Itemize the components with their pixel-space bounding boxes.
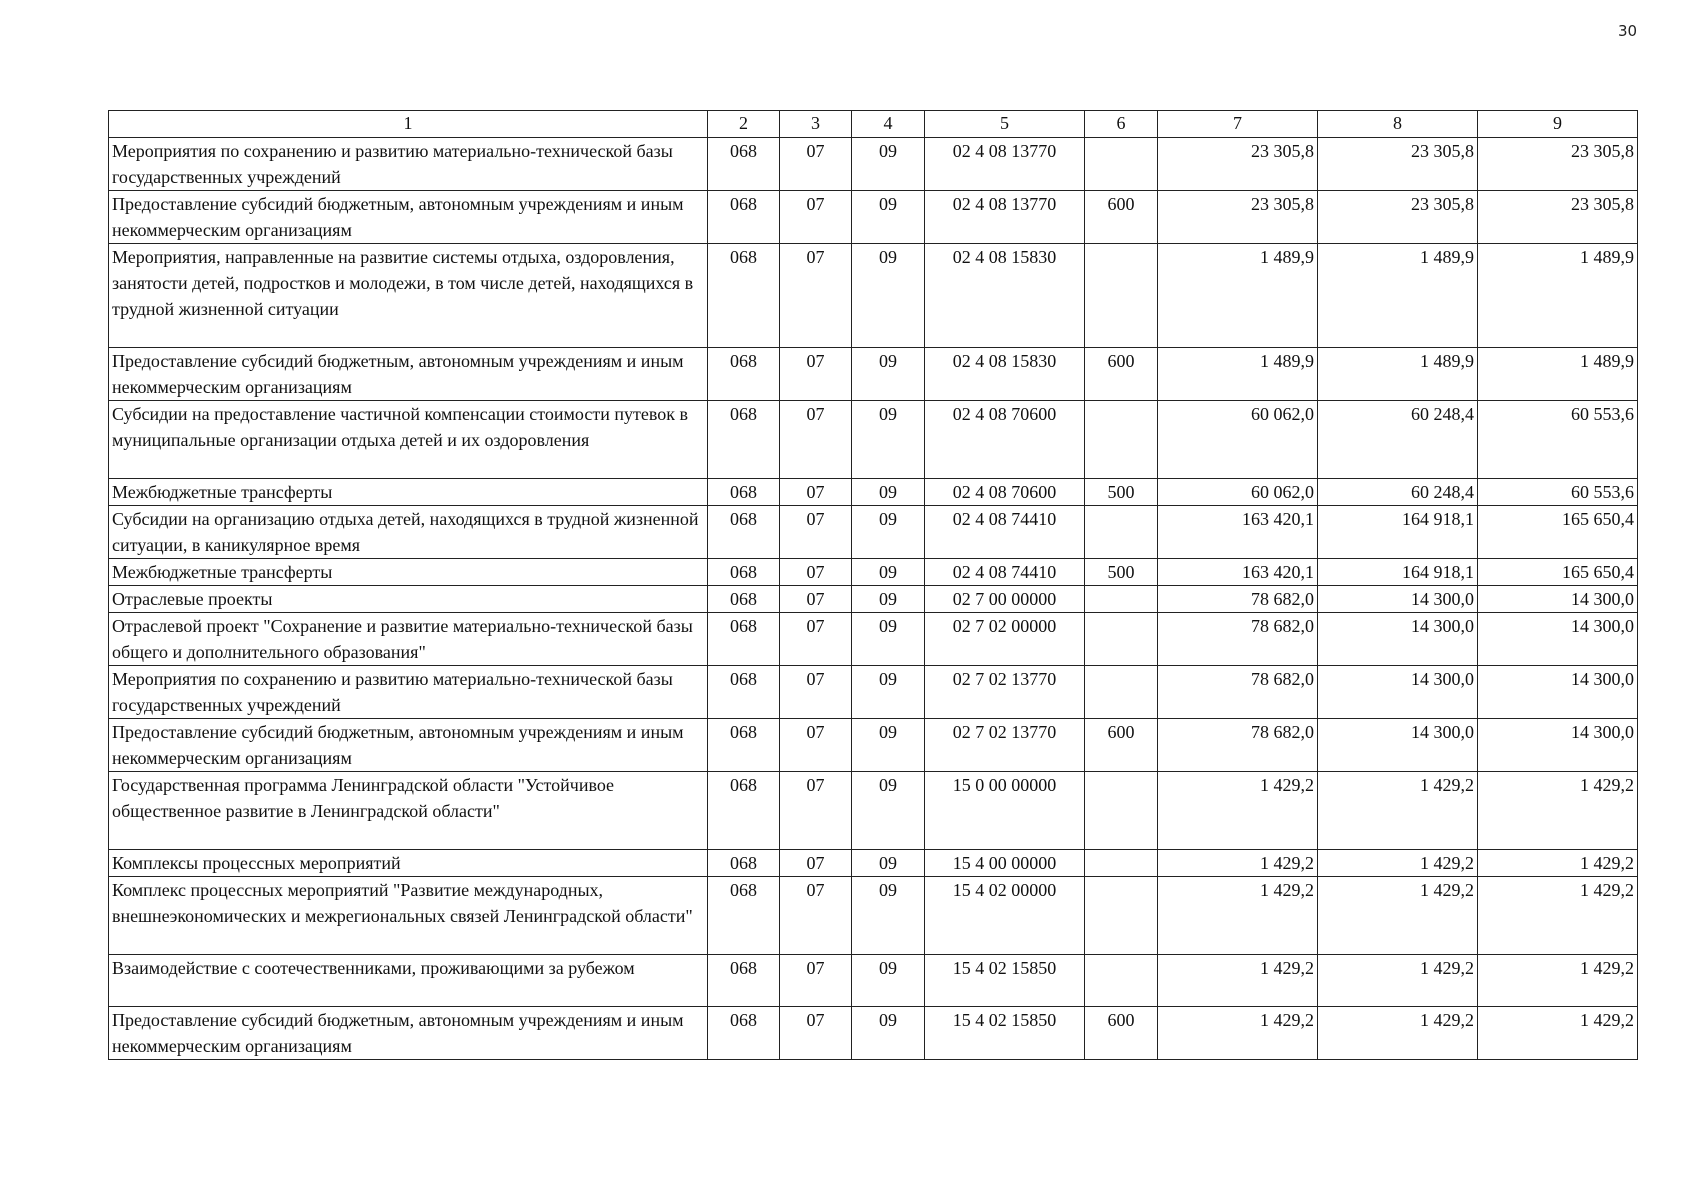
header-cell-6: 6 xyxy=(1085,111,1158,138)
section-cell: 07 xyxy=(780,244,852,348)
target-article-cell: 15 4 02 15850 xyxy=(925,955,1085,1007)
expense-type-cell: 600 xyxy=(1085,1007,1158,1060)
amount-year3-cell: 1 489,9 xyxy=(1478,244,1638,348)
expense-type-cell xyxy=(1085,955,1158,1007)
table-row xyxy=(109,613,1638,666)
target-article-cell: 02 4 08 74410 xyxy=(925,506,1085,559)
row-name-cell: Отраслевой проект "Сохранение и развитие материально-технической базы общего и дополнительного образования" xyxy=(109,613,708,666)
subsection-cell: 09 xyxy=(852,613,925,666)
row-name-cell: Государственная программа Ленинградской области "Устойчивое общественное развитие в Ленинградской области" xyxy=(109,772,708,850)
subsection-cell: 09 xyxy=(852,850,925,877)
ved-cell: 068 xyxy=(708,666,780,719)
expense-type-cell xyxy=(1085,244,1158,348)
table-row xyxy=(109,191,1638,244)
header-cell-1: 1 xyxy=(109,111,708,138)
expense-type-cell xyxy=(1085,772,1158,850)
table-row xyxy=(109,559,1638,586)
amount-year3-cell: 1 429,2 xyxy=(1478,772,1638,850)
target-article-cell: 15 4 02 00000 xyxy=(925,877,1085,955)
expense-type-cell xyxy=(1085,401,1158,479)
section-cell: 07 xyxy=(780,401,852,479)
row-name-cell: Субсидии на организацию отдыха детей, находящихся в трудной жизненной ситуации, в каникулярное время xyxy=(109,506,708,559)
section-cell: 07 xyxy=(780,586,852,613)
subsection-cell: 09 xyxy=(852,191,925,244)
amount-year2-cell: 23 305,8 xyxy=(1318,191,1478,244)
expense-type-cell xyxy=(1085,877,1158,955)
subsection-cell: 09 xyxy=(852,479,925,506)
section-cell: 07 xyxy=(780,877,852,955)
row-name-cell: Предоставление субсидий бюджетным, автономным учреждениям и иным некоммерческим организациям xyxy=(109,348,708,401)
expense-type-cell: 600 xyxy=(1085,719,1158,772)
amount-year3-cell: 14 300,0 xyxy=(1478,666,1638,719)
ved-cell: 068 xyxy=(708,586,780,613)
table-row xyxy=(109,506,1638,559)
ved-cell: 068 xyxy=(708,850,780,877)
target-article-cell: 02 4 08 15830 xyxy=(925,348,1085,401)
row-name-cell: Отраслевые проекты xyxy=(109,586,708,613)
expense-type-cell xyxy=(1085,586,1158,613)
ved-cell: 068 xyxy=(708,348,780,401)
amount-year2-cell: 164 918,1 xyxy=(1318,506,1478,559)
row-name-cell: Предоставление субсидий бюджетным, автономным учреждениям и иным некоммерческим организациям xyxy=(109,191,708,244)
ved-cell: 068 xyxy=(708,559,780,586)
amount-year2-cell: 1 429,2 xyxy=(1318,850,1478,877)
target-article-cell: 02 4 08 13770 xyxy=(925,191,1085,244)
amount-year1-cell: 78 682,0 xyxy=(1158,613,1318,666)
table-row xyxy=(109,850,1638,877)
amount-year3-cell: 14 300,0 xyxy=(1478,719,1638,772)
table-row xyxy=(109,138,1638,191)
amount-year1-cell: 163 420,1 xyxy=(1158,559,1318,586)
ved-cell: 068 xyxy=(708,877,780,955)
amount-year2-cell: 1 429,2 xyxy=(1318,1007,1478,1060)
target-article-cell: 15 4 02 15850 xyxy=(925,1007,1085,1060)
expense-type-cell xyxy=(1085,613,1158,666)
amount-year1-cell: 78 682,0 xyxy=(1158,719,1318,772)
amount-year1-cell: 78 682,0 xyxy=(1158,586,1318,613)
subsection-cell: 09 xyxy=(852,1007,925,1060)
page-number: 30 xyxy=(1618,22,1638,40)
header-cell-5: 5 xyxy=(925,111,1085,138)
amount-year2-cell: 164 918,1 xyxy=(1318,559,1478,586)
row-name-cell: Мероприятия по сохранению и развитию материально-технической базы государственных учреждений xyxy=(109,666,708,719)
ved-cell: 068 xyxy=(708,955,780,1007)
ved-cell: 068 xyxy=(708,191,780,244)
amount-year2-cell: 1 429,2 xyxy=(1318,877,1478,955)
section-cell: 07 xyxy=(780,191,852,244)
target-article-cell: 02 7 02 13770 xyxy=(925,666,1085,719)
section-cell: 07 xyxy=(780,506,852,559)
target-article-cell: 02 4 08 15830 xyxy=(925,244,1085,348)
amount-year3-cell: 60 553,6 xyxy=(1478,479,1638,506)
amount-year2-cell: 60 248,4 xyxy=(1318,401,1478,479)
amount-year2-cell: 14 300,0 xyxy=(1318,586,1478,613)
row-name-cell: Субсидии на предоставление частичной компенсации стоимости путевок в муниципальные организации отдыха детей и их оздоровления xyxy=(109,401,708,479)
header-cell-7: 7 xyxy=(1158,111,1318,138)
section-cell: 07 xyxy=(780,138,852,191)
amount-year3-cell: 165 650,4 xyxy=(1478,506,1638,559)
section-cell: 07 xyxy=(780,666,852,719)
amount-year1-cell: 1 429,2 xyxy=(1158,850,1318,877)
table-row xyxy=(109,1007,1638,1060)
amount-year1-cell: 1 489,9 xyxy=(1158,244,1318,348)
amount-year1-cell: 23 305,8 xyxy=(1158,138,1318,191)
ved-cell: 068 xyxy=(708,479,780,506)
table-row xyxy=(109,772,1638,850)
amount-year1-cell: 1 429,2 xyxy=(1158,1007,1318,1060)
row-name-cell: Мероприятия по сохранению и развитию материально-технической базы государственных учреждений xyxy=(109,138,708,191)
ved-cell: 068 xyxy=(708,506,780,559)
amount-year3-cell: 14 300,0 xyxy=(1478,586,1638,613)
amount-year1-cell: 23 305,8 xyxy=(1158,191,1318,244)
subsection-cell: 09 xyxy=(852,877,925,955)
amount-year2-cell: 14 300,0 xyxy=(1318,613,1478,666)
amount-year2-cell: 23 305,8 xyxy=(1318,138,1478,191)
subsection-cell: 09 xyxy=(852,244,925,348)
target-article-cell: 15 0 00 00000 xyxy=(925,772,1085,850)
amount-year3-cell: 23 305,8 xyxy=(1478,138,1638,191)
amount-year3-cell: 23 305,8 xyxy=(1478,191,1638,244)
target-article-cell: 02 4 08 13770 xyxy=(925,138,1085,191)
ved-cell: 068 xyxy=(708,613,780,666)
amount-year3-cell: 60 553,6 xyxy=(1478,401,1638,479)
table-row xyxy=(109,719,1638,772)
section-cell: 07 xyxy=(780,955,852,1007)
amount-year1-cell: 1 429,2 xyxy=(1158,877,1318,955)
amount-year2-cell: 1 489,9 xyxy=(1318,244,1478,348)
amount-year1-cell: 1 429,2 xyxy=(1158,955,1318,1007)
amount-year3-cell: 14 300,0 xyxy=(1478,613,1638,666)
table-row xyxy=(109,401,1638,479)
section-cell: 07 xyxy=(780,1007,852,1060)
table-row xyxy=(109,586,1638,613)
expense-type-cell xyxy=(1085,138,1158,191)
target-article-cell: 02 7 02 13770 xyxy=(925,719,1085,772)
amount-year3-cell: 1 429,2 xyxy=(1478,877,1638,955)
row-name-cell: Предоставление субсидий бюджетным, автономным учреждениям и иным некоммерческим организациям xyxy=(109,1007,708,1060)
table-row xyxy=(109,244,1638,348)
budget-table xyxy=(108,110,1638,1060)
row-name-cell: Предоставление субсидий бюджетным, автономным учреждениям и иным некоммерческим организациям xyxy=(109,719,708,772)
row-name-cell: Взаимодействие с соотечественниками, проживающими за рубежом xyxy=(109,955,708,1007)
expense-type-cell: 600 xyxy=(1085,191,1158,244)
section-cell: 07 xyxy=(780,850,852,877)
subsection-cell: 09 xyxy=(852,348,925,401)
subsection-cell: 09 xyxy=(852,506,925,559)
row-name-cell: Межбюджетные трансферты xyxy=(109,559,708,586)
row-name-cell: Мероприятия, направленные на развитие системы отдыха, оздоровления, занятости детей, подростков и молодежи, в том числе детей, находящихся в трудной жизненной ситуации xyxy=(109,244,708,348)
amount-year1-cell: 1 489,9 xyxy=(1158,348,1318,401)
section-cell: 07 xyxy=(780,348,852,401)
target-article-cell: 02 4 08 70600 xyxy=(925,401,1085,479)
amount-year2-cell: 14 300,0 xyxy=(1318,719,1478,772)
amount-year2-cell: 1 429,2 xyxy=(1318,772,1478,850)
subsection-cell: 09 xyxy=(852,955,925,1007)
ved-cell: 068 xyxy=(708,772,780,850)
table-body xyxy=(109,138,1638,1060)
row-name-cell: Комплексы процессных мероприятий xyxy=(109,850,708,877)
ved-cell: 068 xyxy=(708,719,780,772)
expense-type-cell xyxy=(1085,850,1158,877)
row-name-cell: Межбюджетные трансферты xyxy=(109,479,708,506)
table-row xyxy=(109,955,1638,1007)
amount-year2-cell: 1 429,2 xyxy=(1318,955,1478,1007)
target-article-cell: 02 4 08 74410 xyxy=(925,559,1085,586)
target-article-cell: 15 4 00 00000 xyxy=(925,850,1085,877)
table-row xyxy=(109,348,1638,401)
header-cell-3: 3 xyxy=(780,111,852,138)
section-cell: 07 xyxy=(780,613,852,666)
subsection-cell: 09 xyxy=(852,666,925,719)
amount-year1-cell: 78 682,0 xyxy=(1158,666,1318,719)
ved-cell: 068 xyxy=(708,401,780,479)
amount-year1-cell: 60 062,0 xyxy=(1158,479,1318,506)
amount-year3-cell: 1 429,2 xyxy=(1478,1007,1638,1060)
ved-cell: 068 xyxy=(708,1007,780,1060)
row-name-cell: Комплекс процессных мероприятий "Развитие международных, внешнеэкономических и межрегиональных связей Ленинградской области" xyxy=(109,877,708,955)
target-article-cell: 02 7 00 00000 xyxy=(925,586,1085,613)
table-row xyxy=(109,479,1638,506)
target-article-cell: 02 7 02 00000 xyxy=(925,613,1085,666)
subsection-cell: 09 xyxy=(852,586,925,613)
amount-year2-cell: 1 489,9 xyxy=(1318,348,1478,401)
section-cell: 07 xyxy=(780,719,852,772)
header-row xyxy=(109,111,1638,138)
subsection-cell: 09 xyxy=(852,772,925,850)
header-cell-4: 4 xyxy=(852,111,925,138)
amount-year3-cell: 1 489,9 xyxy=(1478,348,1638,401)
amount-year1-cell: 60 062,0 xyxy=(1158,401,1318,479)
section-cell: 07 xyxy=(780,772,852,850)
target-article-cell: 02 4 08 70600 xyxy=(925,479,1085,506)
expense-type-cell: 600 xyxy=(1085,348,1158,401)
amount-year3-cell: 1 429,2 xyxy=(1478,850,1638,877)
section-cell: 07 xyxy=(780,479,852,506)
subsection-cell: 09 xyxy=(852,559,925,586)
table-row xyxy=(109,877,1638,955)
amount-year3-cell: 165 650,4 xyxy=(1478,559,1638,586)
table-row xyxy=(109,666,1638,719)
expense-type-cell xyxy=(1085,666,1158,719)
header-cell-2: 2 xyxy=(708,111,780,138)
header-cell-8: 8 xyxy=(1318,111,1478,138)
amount-year3-cell: 1 429,2 xyxy=(1478,955,1638,1007)
ved-cell: 068 xyxy=(708,244,780,348)
header-cell-9: 9 xyxy=(1478,111,1638,138)
subsection-cell: 09 xyxy=(852,138,925,191)
subsection-cell: 09 xyxy=(852,401,925,479)
amount-year1-cell: 163 420,1 xyxy=(1158,506,1318,559)
amount-year2-cell: 14 300,0 xyxy=(1318,666,1478,719)
expense-type-cell: 500 xyxy=(1085,479,1158,506)
ved-cell: 068 xyxy=(708,138,780,191)
section-cell: 07 xyxy=(780,559,852,586)
amount-year1-cell: 1 429,2 xyxy=(1158,772,1318,850)
subsection-cell: 09 xyxy=(852,719,925,772)
amount-year2-cell: 60 248,4 xyxy=(1318,479,1478,506)
expense-type-cell xyxy=(1085,506,1158,559)
expense-type-cell: 500 xyxy=(1085,559,1158,586)
